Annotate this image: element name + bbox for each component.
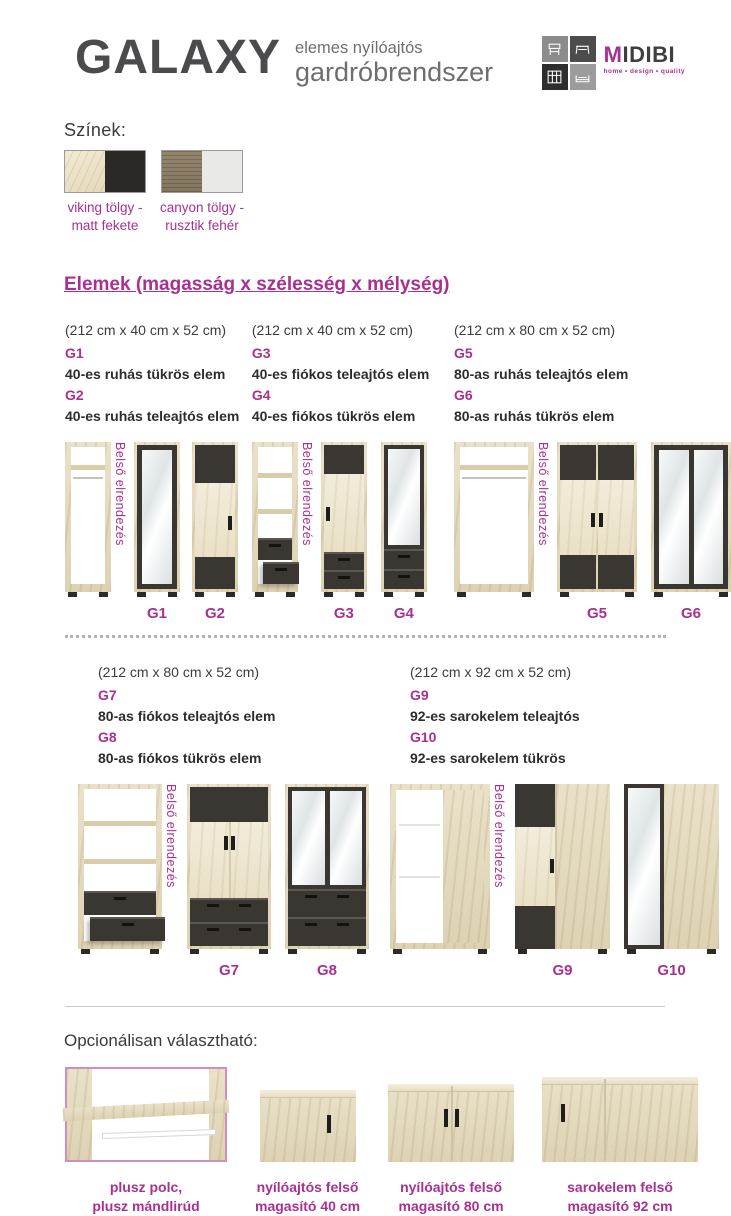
drawer-handle [305,923,317,926]
subtitle-line2: gardróbrendszer [295,56,494,87]
door-mid-panel [515,827,555,906]
mirror-doors [654,445,728,589]
drawer-handle [114,897,126,900]
item-code: G7 [98,687,117,704]
wardrobe-g6-mirrors-illustration [651,442,731,592]
drawer-handle [275,568,287,571]
subtitle-line1: elemes nyílóajtós [295,39,423,57]
swatch-canyon-label-1: canyon tölgy - [160,200,245,215]
door-handle [228,516,232,530]
corner-top-unit-92-illustration [542,1077,698,1162]
wardrobe-g8-mirrors-illustration [285,784,369,949]
rod-line [399,876,440,878]
door-top-panel [515,784,555,827]
interior-layout-label: Belső elrendezés [113,442,127,546]
group-dimensions: (212 cm x 80 cm x 52 cm) [98,664,260,681]
interior-layout-label: Belső elrendezés [492,784,506,888]
swatch-canyon-colors [161,150,243,193]
mirror [292,791,325,885]
door-mid-panel [324,474,364,552]
door-bottom-panel [560,555,596,590]
g9-column [515,784,610,980]
door-mid-panel [190,822,268,898]
group-g5-g6 [454,322,731,623]
swatch-viking-colors [64,150,146,193]
wardrobe-interior [460,447,528,584]
corner-side-panel [664,784,719,949]
g2-column [192,442,238,623]
drawer [190,922,268,946]
double-door [560,445,634,589]
logo-wordmark [604,44,685,66]
drawer [324,552,364,571]
door-seam [604,1079,606,1160]
mirror-doors [288,787,366,889]
optional-item-top-80 [388,1084,514,1216]
elements-heading-text: Elemek (magasság x szélesség x mélység) [64,274,450,296]
drawer [190,898,268,922]
interior-layout-label: Belső elrendezés [299,442,314,546]
mirror [142,450,172,584]
item-name: 40-es ruhás tükrös elem [65,366,226,383]
swatch-row [64,150,731,234]
drawer [84,891,156,915]
drawer-handle [338,576,350,579]
top-unit-80-illustration [388,1084,514,1162]
optional-image [260,1090,356,1162]
item-code: G3 [251,345,271,362]
wardrobe-interior [71,447,105,584]
top-face [542,1077,698,1085]
drawer [288,917,366,946]
top-unit-40-illustration [260,1090,356,1162]
item-name: 80-as ruhás teleajtós elem [454,366,629,383]
matt-black-sample [105,151,145,192]
mirror [628,788,660,945]
door-top-panel [324,445,364,474]
cabinet-row [78,784,390,980]
open-corner-column [390,784,490,980]
group-g3-g4 [252,322,454,623]
shelf [258,473,292,478]
door-top-panel [195,445,235,482]
optional-label-1: nyílóajtós felső [400,1179,503,1196]
corner-g10-mirror-illustration [624,784,719,949]
swatch-viking [64,150,146,234]
cabinet-label: G6 [680,605,701,623]
elements-heading [0,234,731,296]
optional-label-1: nyílóajtós felső [256,1179,359,1196]
corner-open-door [443,790,484,943]
logo-tiles [542,36,596,90]
optional-image [542,1077,698,1162]
door-bottom-panel [195,557,235,589]
hanging-rod [73,477,103,479]
wardrobe-open-shelves-illustration [252,442,298,592]
corner-g9-door-illustration [515,784,610,949]
optional-label-2: magasító 40 cm [255,1197,361,1214]
item-name: 92-es sarokelem teleajtós [410,708,580,725]
g8-column [285,784,369,980]
drawer-stack [288,889,366,946]
top-face [260,1090,356,1098]
cabinet-row [390,784,719,980]
cabinet-row [454,442,731,623]
drawer [384,569,424,589]
drawer-handle [337,923,349,926]
item-code: G1 [65,345,84,362]
group-g1-g2 [65,322,252,623]
shelf-and-rod-illustration [65,1067,227,1162]
swatch-viking-label [67,199,142,234]
swatch-viking-label-2: matt fekete [71,217,139,233]
open-wardrobe-column [252,442,298,623]
cabinet-row [252,442,454,623]
wardrobe-g3-door-illustration [321,442,367,592]
group-info [410,664,719,769]
cabinet-label: G5 [586,605,607,623]
drawer-handle [239,928,251,931]
drawer-open [90,917,165,941]
swatch-canyon-label [160,199,244,234]
door-handle [444,1109,448,1127]
subtitle [295,39,493,88]
item-code: G9 [410,687,429,704]
interior-layout-label: Belső elrendezés [164,784,178,888]
item-code: G4 [251,387,271,404]
drawer-handle [269,544,281,547]
drawer-handle [398,575,410,578]
drawer-handle [338,558,350,561]
optional-image [388,1084,514,1162]
drawer-handle [122,923,134,926]
corner-door [515,784,557,949]
door-seam [229,822,231,898]
group-info [454,322,731,427]
door-mid-panel [560,480,596,555]
door-top-panel [190,787,268,822]
mirror-door [384,445,424,549]
drawer [384,549,424,569]
drawer-handle [398,555,410,558]
optional-heading: Opcionálisan választható: [64,1031,258,1051]
swatch-viking-label-1: viking tölgy - [67,200,143,215]
logo-m: M [603,42,623,67]
optional-label [567,1178,673,1216]
item-code: G6 [454,387,473,404]
drawer-stack [324,552,364,589]
cabinet-label: G2 [204,605,225,623]
door-bottom-panel [515,906,555,949]
midibi-logo [542,36,685,90]
item-name: 40-es fiókos tükrös elem [251,408,416,425]
shelf [460,465,528,470]
item-name: 80-as ruhás tükrös elem [454,408,615,425]
door-seam [451,1086,453,1160]
optional-row [0,1051,731,1216]
hanging-rod [462,477,526,479]
shelf [84,821,156,826]
left-door [560,445,596,589]
optional-label [399,1178,504,1216]
elements-row-2 [0,638,731,980]
optional-item-corner-92 [542,1077,698,1216]
shelf [84,859,156,864]
corner-open-interior-illustration [390,784,490,949]
item-code: G10 [410,729,437,746]
item-name: 40-es fiókos teleajtós elem [251,366,430,383]
corner-side-panel [557,784,610,949]
item-code: G8 [98,729,117,746]
group-info [98,664,390,769]
wardrobe-g1-mirror-illustration [134,442,180,592]
drawer-open [263,562,299,584]
drawer-handle [207,928,219,931]
group-info [252,322,454,427]
drawer [288,889,366,918]
colors-heading: Színek: [64,120,127,140]
door-handle [326,507,330,521]
cabinet-label: G7 [218,962,239,980]
mirror [659,450,689,584]
mirror-door [624,784,664,949]
optional-label-2: plusz mándlirúd [92,1197,200,1214]
interior-layout-label: Belső elrendezés [536,442,550,546]
cabinet-label: G8 [316,962,337,980]
door-handle [591,513,595,527]
swatch-canyon [160,150,244,234]
wardrobe-g7-doors-illustration [187,784,271,949]
logo-desk-icon [542,36,568,62]
corner-interior [396,790,443,943]
cabinet-label: G4 [393,605,414,623]
canyon-oak-sample [162,151,202,192]
wardrobe-open-interior-illustration [65,442,111,592]
optional-label-1: plusz polc, [109,1179,183,1196]
logo-rest: IDIBI [622,42,676,67]
group-g9-g10 [390,664,719,980]
mirror [388,449,420,545]
mirror-door [137,445,177,589]
drawer-stack [190,898,268,946]
wardrobe-interior [84,789,156,941]
cabinet-label: G1 [146,605,167,623]
item-name: 80-as fiókos teleajtós elem [98,708,276,725]
swatch-canyon-label-2: rusztik fehér [165,217,239,233]
group-dimensions: (212 cm x 80 cm x 52 cm) [454,322,616,339]
door-mid-panel [195,483,235,558]
door-handle [231,836,235,850]
g10-column [624,784,719,980]
g4-column [381,442,427,623]
g5-column [557,442,637,623]
group-info [65,322,252,427]
door-mid-panel [598,480,634,555]
optional-label-2: magasító 92 cm [567,1197,673,1214]
right-door [598,445,634,589]
door-handle [327,1115,331,1133]
wardrobe-open-shelves-wide-illustration [78,784,162,949]
optional-item-top-40 [255,1090,360,1216]
optional-image [65,1067,227,1162]
elements-row-1 [0,296,731,623]
door-handle [224,836,228,850]
mirror [330,791,363,885]
group-dimensions: (212 cm x 40 cm x 52 cm) [65,322,227,339]
item-name: 80-as fiókos tükrös elem [98,750,262,767]
optional-item-shelf-rod [65,1067,227,1216]
wardrobe-g2-door-illustration [192,442,238,592]
door-top-panel [598,445,634,480]
group-g7-g8 [78,664,390,980]
open-wardrobe-column [454,442,534,623]
logo-table-icon [570,36,596,62]
g1-column [134,442,180,623]
g6-column [651,442,731,623]
logo-text [604,44,685,75]
group-dimensions: (212 cm x 92 cm x 52 cm) [410,664,572,681]
wardrobe-interior [258,447,292,584]
shelf [71,465,105,470]
optional-label [255,1178,360,1216]
drawer [258,538,292,560]
g7-column [187,784,271,980]
item-code: G2 [65,387,84,404]
item-name: 40-es ruhás teleajtós elem [65,408,240,425]
g3-column [321,442,367,623]
header [0,0,731,90]
optional-label [92,1178,199,1216]
rod-line [399,824,440,826]
door-top-panel [560,445,596,480]
drawer-handle [305,895,317,898]
optional-label-1: sarokelem felső [567,1179,673,1196]
item-code: G5 [454,345,473,362]
cabinet-row [65,442,252,623]
drawer-handle [337,895,349,898]
shelf [258,509,292,514]
open-wardrobe-column [78,784,162,980]
cabinet-label: G3 [333,605,354,623]
colors-section [0,90,731,234]
optional-label-2: magasító 80 cm [398,1197,504,1214]
mirror [694,450,724,584]
logo-sofa-icon [570,64,596,90]
rustic-white-sample [202,151,242,192]
drawer-handle [239,904,251,907]
wardrobe-g5-doors-illustration [557,442,637,592]
door-handle [599,513,603,527]
logo-wardrobe-icon [542,64,568,90]
drawer-handle [207,904,219,907]
drawer [324,570,364,589]
page-title: GALAXY [75,31,282,84]
door-handle [455,1109,459,1127]
door-bottom-panel [598,555,634,590]
wardrobe-g4-mirror-illustration [381,442,427,592]
cabinet-label: G10 [657,962,686,980]
door-handle [561,1104,565,1122]
viking-oak-sample [65,151,105,192]
cabinet-label: G9 [552,962,573,980]
wardrobe-open-wide-illustration [454,442,534,592]
item-name: 92-es sarokelem tükrös [410,750,566,767]
group-dimensions: (212 cm x 40 cm x 52 cm) [251,322,413,339]
door-handle [550,859,554,873]
drawer-stack [384,549,424,589]
open-wardrobe-column [65,442,111,623]
logo-tagline: home • design • quality [603,68,685,75]
